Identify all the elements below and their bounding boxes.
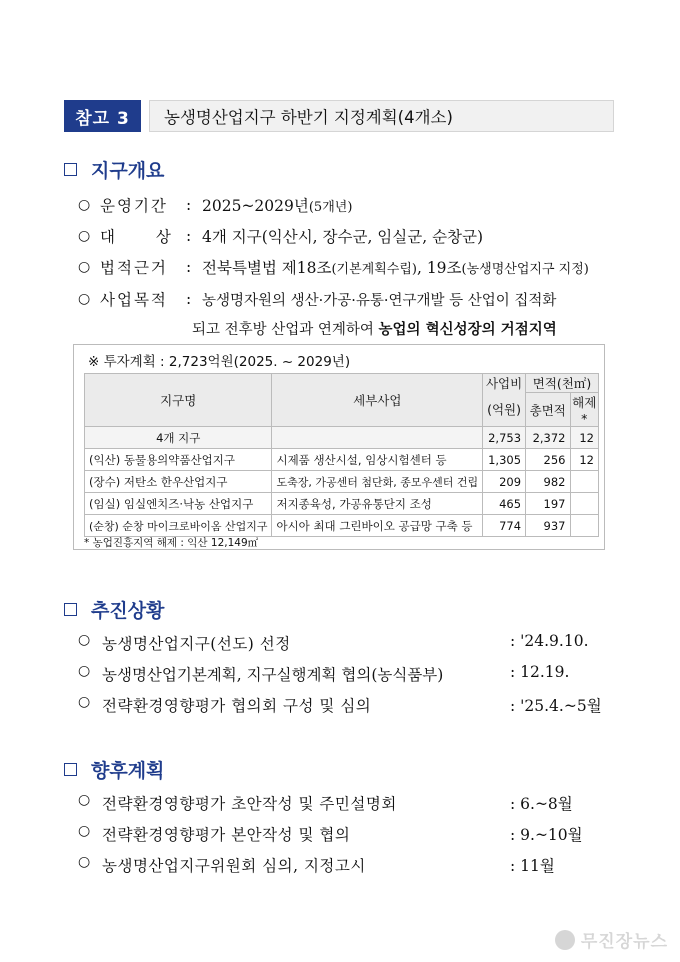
table-row: 4개 지구 2,753 2,372 12 <box>85 427 599 449</box>
overview-row-period: ○ 운영기간 : 2025~2029년 (5개년) <box>78 196 353 215</box>
col-district: 지구명 <box>85 374 272 427</box>
circle-bullet-icon: ○ <box>78 632 91 648</box>
section-overview-title: 지구개요 <box>64 156 164 183</box>
circle-bullet-icon: ○ <box>78 228 91 244</box>
investment-footnote: * 농업진흥지역 해제 : 익산 12,149㎡ <box>84 537 259 549</box>
checkbox-square-icon <box>64 603 77 616</box>
table-row: (순창) 순창 마이크로바이옴 산업지구 아시아 최대 그린바이오 공급망 구축 등 774 937 <box>85 515 599 537</box>
checkbox-square-icon <box>64 163 77 176</box>
circle-bullet-icon: ○ <box>78 197 91 213</box>
checkbox-square-icon <box>64 763 77 776</box>
circle-bullet-icon: ○ <box>78 259 91 275</box>
table-row: (장수) 저탄소 한우산업지구 도축장, 가공센터 첨단화, 종모우센터 건립 209 982 <box>85 471 599 493</box>
circle-bullet-icon: ○ <box>78 663 91 679</box>
col-area: 면적(천㎡) <box>526 374 599 393</box>
col-project: 세부사업 <box>272 374 483 427</box>
circle-bullet-icon: ○ <box>78 291 91 307</box>
section-future-title: 향후계획 <box>64 756 164 783</box>
reference-tag: 참고 3 <box>64 100 141 132</box>
future-item: ○ 전략환경영향평가 본안작성 및 협의 : 9.~10월 <box>78 823 583 844</box>
section-progress-title: 추진상황 <box>64 596 164 623</box>
col-cost: 사업비 <box>483 374 526 393</box>
overview-row-target: ○ 대 상 : 4개 지구 (익산시, 장수군, 임실군, 순창군) <box>78 227 484 246</box>
investment-caption: ※ 투자계획 : 2,723억원(2025. ~ 2029년) <box>88 354 351 370</box>
progress-item: ○ 전략환경영향평가 협의회 구성 및 심의 : '25.4.~5월 <box>78 694 602 715</box>
progress-item: ○ 농생명산업지구(선도) 선정 : '24.9.10. <box>78 632 589 653</box>
future-item: ○ 농생명산업지구위원회 심의, 지정고시 : 11월 <box>78 854 555 875</box>
reference-title: 농생명산업지구 하반기 지정계획(4개소) <box>149 100 614 132</box>
table-row: (익산) 동물용의약품산업지구 시제품 생산시설, 임상시험센터 등 1,305 256 12 <box>85 449 599 471</box>
circle-bullet-icon: ○ <box>78 854 91 870</box>
overview-row-legal-basis: ○ 법적근거 : 전북특별법 제18조 (기본계획수립) , 19조 (농생명산업지구 지정) <box>78 258 589 277</box>
col-release: 해제* <box>570 393 599 427</box>
future-item: ○ 전략환경영향평가 초안작성 및 주민설명회 : 6.~8월 <box>78 792 573 813</box>
overview-purpose-continuation: 되고 전후방 산업과 연계하여 농업의 혁신성장의 거점지역 <box>192 321 557 338</box>
circle-bullet-icon: ○ <box>78 823 91 839</box>
investment-table <box>84 373 599 537</box>
col-total-area: 총면적 <box>526 393 570 427</box>
circle-bullet-icon: ○ <box>78 694 91 710</box>
reference-header <box>64 100 614 132</box>
mountain-logo-icon <box>555 930 575 950</box>
circle-bullet-icon: ○ <box>78 792 91 808</box>
watermark: 무진장뉴스 <box>555 927 668 952</box>
overview-row-purpose: ○ 사업목적 : 농생명자원의 생산·가공·유통·연구개발 등 산업이 집적화 <box>78 290 557 309</box>
progress-item: ○ 농생명산업기본계획, 지구실행계획 협의(농식품부) : 12.19. <box>78 663 570 684</box>
table-row: (임실) 임실엔치즈·낙농 산업지구 저지종육성, 가공유통단지 조성 465 197 <box>85 493 599 515</box>
col-cost-unit: (억원) <box>483 393 526 427</box>
